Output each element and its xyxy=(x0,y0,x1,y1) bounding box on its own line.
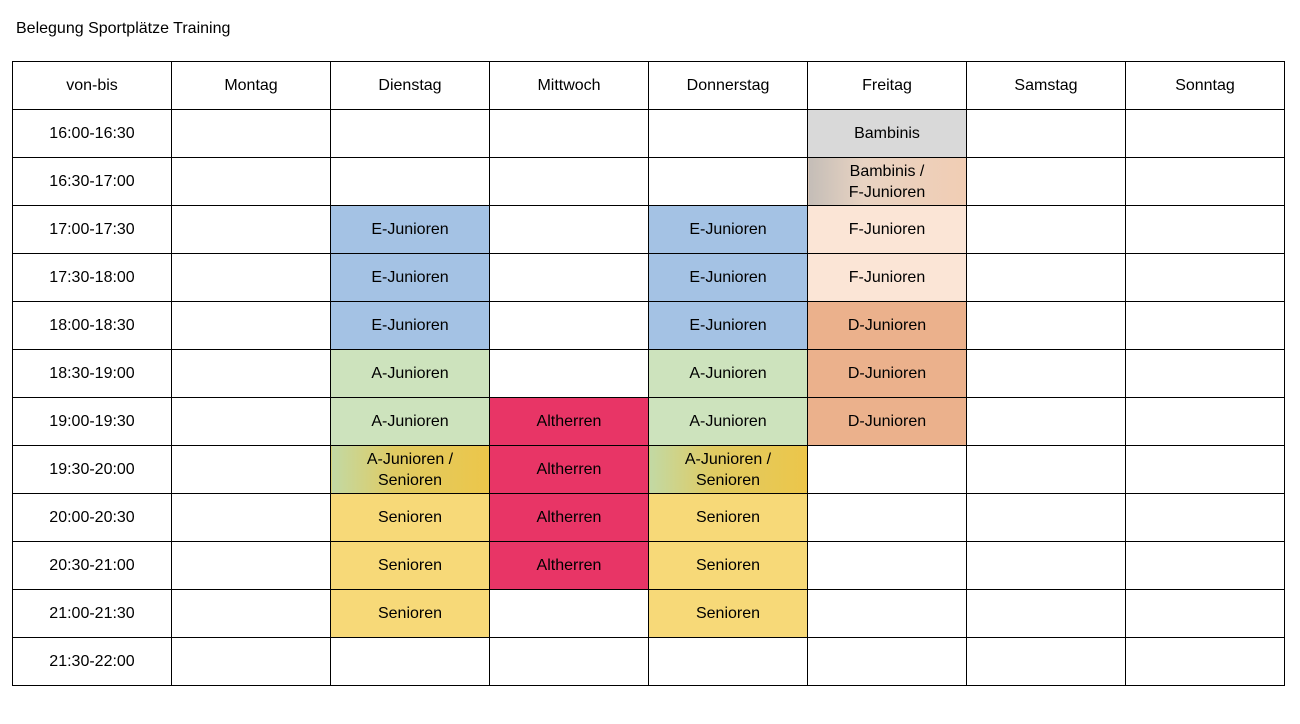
booking-label: D-Junioren xyxy=(847,365,927,382)
empty-cell xyxy=(1126,494,1285,542)
booking-label: Senioren xyxy=(377,605,443,622)
booking-label: F-Junioren xyxy=(848,221,926,238)
booking-cell xyxy=(331,494,490,542)
booking-cell xyxy=(331,398,490,446)
booking-cell xyxy=(808,350,967,398)
booking-label: E-Junioren xyxy=(689,221,767,238)
booking-label: Bambinis xyxy=(854,125,920,142)
empty-cell xyxy=(967,158,1126,206)
empty-cell xyxy=(967,494,1126,542)
booking-label: D-Junioren xyxy=(847,413,927,430)
header-day: Donnerstag xyxy=(649,62,808,110)
booking-cell xyxy=(649,590,808,638)
table-row xyxy=(13,302,1285,350)
booking-cell xyxy=(649,302,808,350)
booking-label: E-Junioren xyxy=(371,317,449,334)
table-row xyxy=(13,494,1285,542)
schedule-table xyxy=(12,61,1285,686)
booking-cell xyxy=(331,590,490,638)
booking-cell xyxy=(808,302,967,350)
booking-label: Senioren xyxy=(377,557,443,574)
empty-cell xyxy=(967,206,1126,254)
table-row xyxy=(13,110,1285,158)
booking-label: A-Junioren xyxy=(689,413,767,430)
empty-cell xyxy=(649,110,808,158)
booking-cell xyxy=(649,254,808,302)
empty-cell xyxy=(967,638,1126,686)
empty-cell xyxy=(172,494,331,542)
table-row xyxy=(13,638,1285,686)
booking-label: Bambinis / F-Junioren xyxy=(848,162,926,201)
empty-cell xyxy=(172,254,331,302)
empty-cell xyxy=(490,158,649,206)
empty-cell xyxy=(172,302,331,350)
booking-cell xyxy=(331,206,490,254)
empty-cell xyxy=(808,446,967,494)
empty-cell xyxy=(1126,158,1285,206)
schedule-body xyxy=(13,110,1285,686)
booking-label: E-Junioren xyxy=(689,269,767,286)
time-slot-cell: 21:00-21:30 xyxy=(13,590,172,638)
booking-label: D-Junioren xyxy=(847,317,927,334)
empty-cell xyxy=(967,446,1126,494)
time-slot-cell: 17:30-18:00 xyxy=(13,254,172,302)
empty-cell xyxy=(172,110,331,158)
booking-cell xyxy=(331,542,490,590)
header-day: Sonntag xyxy=(1126,62,1285,110)
empty-cell xyxy=(808,542,967,590)
time-slot-cell: 20:30-21:00 xyxy=(13,542,172,590)
empty-cell xyxy=(172,206,331,254)
booking-cell xyxy=(649,398,808,446)
booking-cell xyxy=(490,542,649,590)
booking-label: E-Junioren xyxy=(371,221,449,238)
time-slot-cell: 20:00-20:30 xyxy=(13,494,172,542)
empty-cell xyxy=(1126,254,1285,302)
booking-cell xyxy=(808,398,967,446)
empty-cell xyxy=(1126,302,1285,350)
booking-label: F-Junioren xyxy=(848,269,926,286)
booking-cell xyxy=(649,350,808,398)
empty-cell xyxy=(331,158,490,206)
table-row xyxy=(13,206,1285,254)
booking-cell xyxy=(331,254,490,302)
empty-cell xyxy=(1126,110,1285,158)
table-row xyxy=(13,398,1285,446)
header-day: Dienstag xyxy=(331,62,490,110)
time-slot-cell: 21:30-22:00 xyxy=(13,638,172,686)
empty-cell xyxy=(967,542,1126,590)
empty-cell xyxy=(172,398,331,446)
table-row xyxy=(13,446,1285,494)
empty-cell xyxy=(172,446,331,494)
empty-cell xyxy=(172,350,331,398)
empty-cell xyxy=(490,206,649,254)
booking-cell xyxy=(649,494,808,542)
time-slot-cell: 16:30-17:00 xyxy=(13,158,172,206)
booking-label: Senioren xyxy=(377,509,443,526)
table-row xyxy=(13,542,1285,590)
empty-cell xyxy=(490,302,649,350)
booking-cell xyxy=(649,206,808,254)
empty-cell xyxy=(1126,446,1285,494)
booking-cell xyxy=(808,254,967,302)
booking-label: A-Junioren xyxy=(371,413,449,430)
empty-cell xyxy=(967,302,1126,350)
booking-cell xyxy=(490,398,649,446)
time-slot-cell: 18:00-18:30 xyxy=(13,302,172,350)
booking-cell xyxy=(808,110,967,158)
empty-cell xyxy=(172,638,331,686)
empty-cell xyxy=(1126,206,1285,254)
time-slot-cell: 19:00-19:30 xyxy=(13,398,172,446)
booking-label: Altherren xyxy=(536,509,602,526)
header-time-range: von-bis xyxy=(13,62,172,110)
empty-cell xyxy=(490,110,649,158)
empty-cell xyxy=(808,494,967,542)
booking-cell xyxy=(490,446,649,494)
booking-label: Altherren xyxy=(536,557,602,574)
booking-cell xyxy=(649,446,808,494)
empty-cell xyxy=(808,590,967,638)
booking-label: Altherren xyxy=(536,413,602,430)
booking-cell xyxy=(649,542,808,590)
booking-cell xyxy=(808,158,967,206)
page-title: Belegung Sportplätze Training xyxy=(16,20,231,37)
table-row xyxy=(13,254,1285,302)
header-day: Samstag xyxy=(967,62,1126,110)
time-slot-cell: 19:30-20:00 xyxy=(13,446,172,494)
empty-cell xyxy=(967,590,1126,638)
booking-label: E-Junioren xyxy=(371,269,449,286)
booking-cell xyxy=(490,494,649,542)
booking-cell xyxy=(331,350,490,398)
empty-cell xyxy=(1126,398,1285,446)
empty-cell xyxy=(331,110,490,158)
booking-label: E-Junioren xyxy=(689,317,767,334)
empty-cell xyxy=(1126,638,1285,686)
time-slot-cell: 17:00-17:30 xyxy=(13,206,172,254)
booking-cell xyxy=(808,206,967,254)
time-slot-cell: 18:30-19:00 xyxy=(13,350,172,398)
booking-label: A-Junioren xyxy=(371,365,449,382)
header-row xyxy=(13,62,1285,110)
table-row xyxy=(13,158,1285,206)
booking-label: Senioren xyxy=(695,557,761,574)
empty-cell xyxy=(808,638,967,686)
booking-cell xyxy=(331,446,490,494)
empty-cell xyxy=(172,542,331,590)
empty-cell xyxy=(967,350,1126,398)
table-row xyxy=(13,590,1285,638)
empty-cell xyxy=(1126,350,1285,398)
table-row xyxy=(13,350,1285,398)
empty-cell xyxy=(490,254,649,302)
empty-cell xyxy=(490,638,649,686)
empty-cell xyxy=(1126,590,1285,638)
booking-cell xyxy=(331,302,490,350)
empty-cell xyxy=(172,590,331,638)
booking-label: A-Junioren xyxy=(689,365,767,382)
empty-cell xyxy=(649,158,808,206)
booking-label: Altherren xyxy=(536,461,602,478)
empty-cell xyxy=(331,638,490,686)
booking-label: Senioren xyxy=(695,509,761,526)
booking-label: Senioren xyxy=(695,605,761,622)
empty-cell xyxy=(967,254,1126,302)
empty-cell xyxy=(172,158,331,206)
header-day: Mittwoch xyxy=(490,62,649,110)
time-slot-cell: 16:00-16:30 xyxy=(13,110,172,158)
empty-cell xyxy=(967,398,1126,446)
empty-cell xyxy=(1126,542,1285,590)
empty-cell xyxy=(490,590,649,638)
header-day: Freitag xyxy=(808,62,967,110)
booking-label: A-Junioren / Senioren xyxy=(366,450,454,489)
empty-cell xyxy=(967,110,1126,158)
empty-cell xyxy=(490,350,649,398)
empty-cell xyxy=(649,638,808,686)
booking-label: A-Junioren / Senioren xyxy=(684,450,772,489)
header-day: Montag xyxy=(172,62,331,110)
